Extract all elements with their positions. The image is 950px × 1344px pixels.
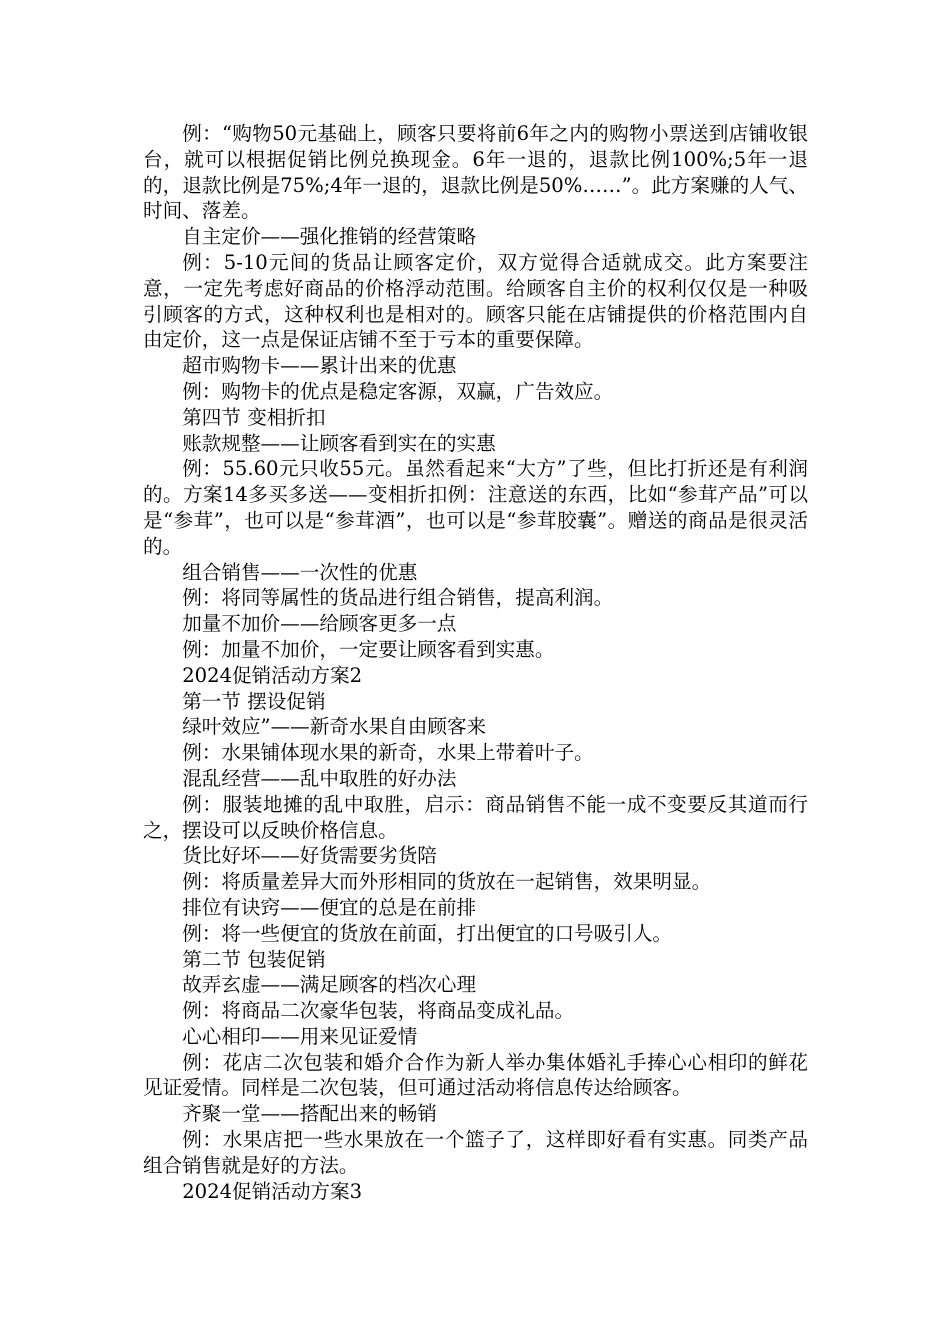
paragraph: 例：水果店把一些水果放在一个篮子了，这样即好看有实惠。同类产品组合销售就是好的方法。 [143,1128,808,1177]
chapter-heading: 第二节 包装促销 [182,947,326,971]
paragraph: 例：55.60元只收55元。虽然看起来“大方”了些，但比打折还是有利润的。方案14多买多送——变相折扣例：注意送的东西，比如“参茸产品”可以是“参茸”，也可以是“参茸酒”，也可以是“参茸胶囊”。赠送的商品是很灵活的。 [143,457,808,558]
paragraph: 例：购物卡的优点是稳定客源，双赢，广告效应。 [182,379,614,403]
paragraph: 例：将一些便宜的货放在前面，打出便宜的口号吸引人。 [182,921,673,945]
section-heading: 组合销售——一次性的优惠 [182,560,418,584]
section-heading: 故弄玄虚——满足顾客的档次心理 [182,973,477,997]
section-heading: 自主定价——强化推销的经营策略 [182,225,477,249]
section-heading: 加量不加价——给顾客更多一点 [182,612,457,636]
paragraph: 例：加量不加价，一定要让顾客看到实惠。 [182,637,555,661]
document-body [143,121,808,1204]
section-heading: 混乱经营——乱中取胜的好办法 [182,766,457,790]
section-heading: 排位有诀窍——便宜的总是在前排 [182,895,477,919]
section-heading: 账款规整——让顾客看到实在的实惠 [182,431,496,455]
chapter-heading: 第一节 摆设促销 [182,689,326,713]
chapter-heading: 第四节 变相折扣 [182,405,326,429]
paragraph: 例：将同等属性的货品进行组合销售，提高利润。 [182,586,614,610]
section-heading: 货比好坏——好货需要劣货陪 [182,844,437,868]
paragraph: 例：水果铺体现水果的新奇，水果上带着叶子。 [182,741,594,765]
section-heading: 心心相印——用来见证爱情 [182,1024,418,1048]
section-heading: 超市购物卡——累计出来的优惠 [182,354,457,378]
paragraph: 例：5-10元间的货品让顾客定价，双方觉得合适就成交。此方案要注意，一定先考虑好商品的价格浮动范围。给顾客自主价的权利仅仅是一种吸引顾客的方式，这种权利也是相对的。顾客只能在店铺提供的价格范围内自由定价，这一点是保证店铺不至于亏本的重要保障。 [143,250,808,352]
section-heading: 绿叶效应”——新奇水果自由顾客来 [182,715,487,739]
paragraph: 例：将质量差异大而外形相同的货放在一起销售，效果明显。 [182,870,712,894]
paragraph: 例：将商品二次豪华包装，将商品变成礼品。 [182,999,575,1023]
paragraph: 例：花店二次包装和婚介合作为新人举办集体婚礼手捧心心相印的鲜花见证爱情。同样是二次包装，但可通过活动将信息传达给顾客。 [143,1050,808,1100]
paragraph: 例：服装地摊的乱中取胜，启示：商品销售不能一成不变要反其道而行之，摆设可以反映价格信息。 [143,792,808,842]
plan-title: 2024促销活动方案2 [182,663,363,687]
paragraph: 例：“购物50元基础上，顾客只要将前6年之内的购物小票送到店铺收银台，就可以根据促销比例兑换现金。6年一退的，退款比例100%;5年一退的，退款比例是75%;4年一退的，退款比例是50%……”。此方案赚的人气、时间、落差。 [143,122,808,223]
plan-title: 2024促销活动方案3 [182,1179,363,1203]
section-heading: 齐聚一堂——搭配出来的畅销 [182,1102,437,1126]
